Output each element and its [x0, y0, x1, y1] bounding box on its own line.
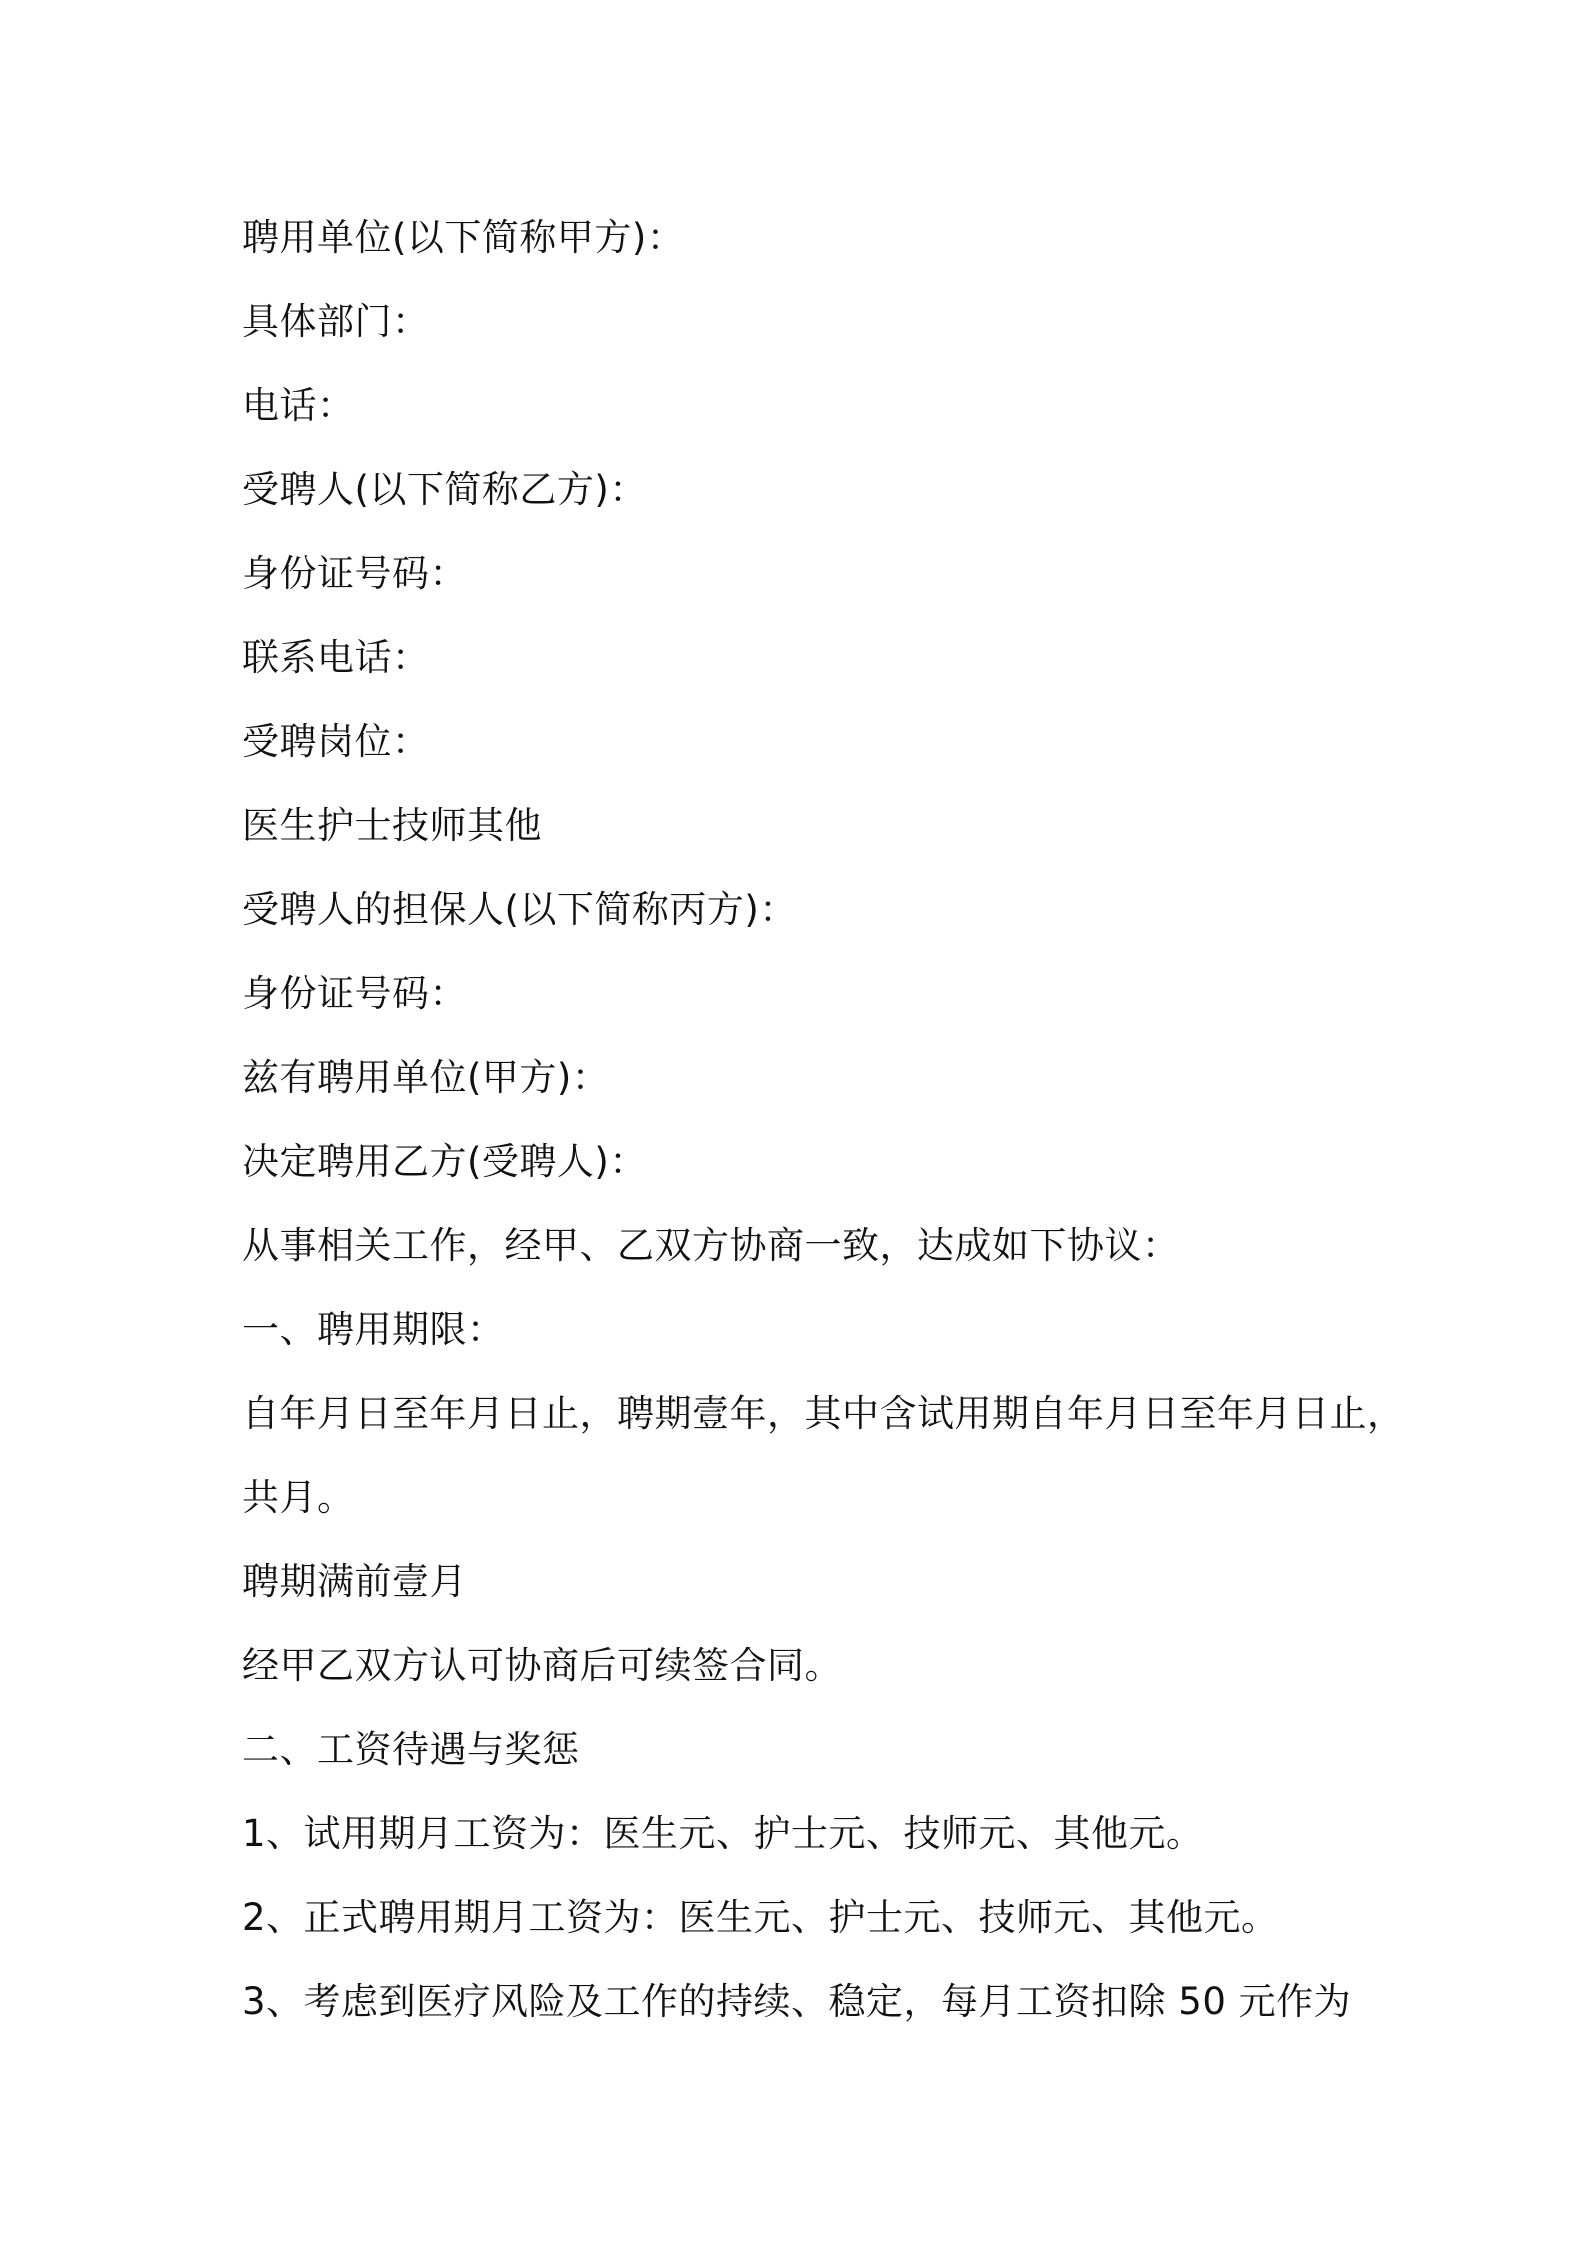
contact-phone-line: 联系电话：	[242, 636, 430, 679]
document-body	[242, 196, 1405, 2044]
salary-formal-line: 2、正式聘用期月工资为：医生元、护士元、技师元、其他元。	[242, 1896, 1279, 1939]
salary-probation-line: 1、试用期月工资为：医生元、护士元、技师元、其他元。	[242, 1812, 1204, 1855]
id-number-line: 身份证号码：	[242, 552, 467, 595]
employer-line: 聘用单位(以下简称甲方)：	[242, 216, 685, 259]
guarantor-line: 受聘人的担保人(以下简称丙方)：	[242, 888, 797, 931]
renewal-line: 经甲乙双方认可协商后可续签合同。	[242, 1644, 842, 1687]
section-heading-salary: 二、工资待遇与奖惩	[242, 1728, 580, 1771]
term-period-line: 自年月日至年月日止，聘期壹年，其中含试用期自年月日至年月日止，	[242, 1392, 1405, 1435]
salary-deduction-line: 3、考虑到医疗风险及工作的持续、稳定，每月工资扣除 50 元作为	[242, 1980, 1352, 2023]
agreement-intro-line: 从事相关工作，经甲、乙双方协商一致，达成如下协议：	[242, 1224, 1180, 1267]
guarantor-id-line: 身份证号码：	[242, 972, 467, 1015]
employee-line: 受聘人(以下简称乙方)：	[242, 468, 647, 511]
position-line: 受聘岗位：	[242, 720, 430, 763]
position-options-line: 医生护士技师其他	[242, 804, 542, 847]
phone-line: 电话：	[242, 384, 355, 427]
term-total-line: 共月。	[242, 1476, 355, 1519]
hiring-unit-line: 兹有聘用单位(甲方)：	[242, 1056, 610, 1099]
term-expiry-line: 聘期满前壹月	[242, 1560, 467, 1603]
section-heading-term: 一、聘用期限：	[242, 1308, 505, 1351]
hiring-decision-line: 决定聘用乙方(受聘人)：	[242, 1140, 647, 1183]
department-line: 具体部门：	[242, 300, 430, 343]
